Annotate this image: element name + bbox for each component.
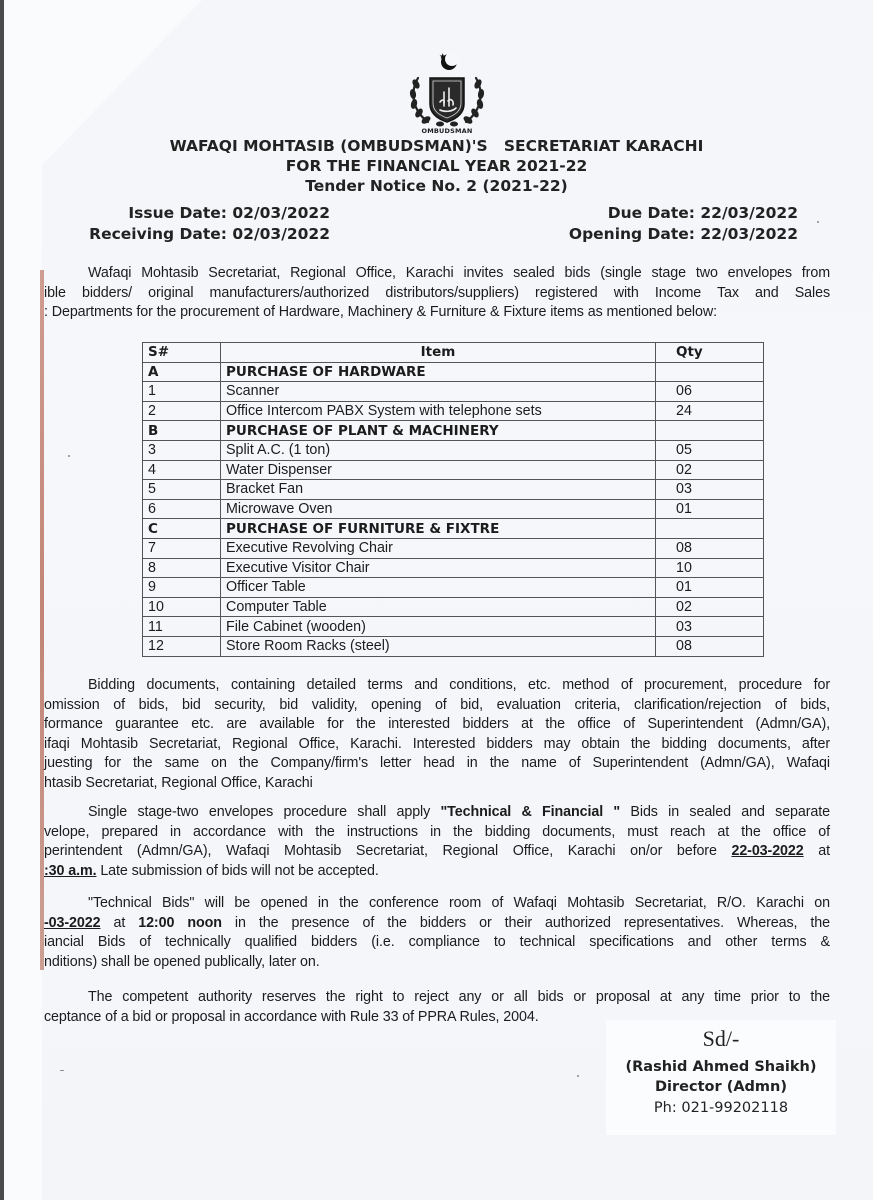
paragraph-line: formance guarantee etc. are available for the interested bidders at the office of Superintendent (Admn/GA), [44, 716, 830, 733]
col-header-qty: Qty [656, 343, 764, 363]
text-run: at [803, 843, 830, 860]
signatory-phone: Ph: 021-99202118 [653, 1100, 789, 1116]
table-section-row [143, 421, 764, 441]
cell-qty [656, 421, 764, 441]
cell-qty: 03 [656, 617, 764, 637]
table-row [143, 382, 764, 402]
cell-item: Office Intercom PABX System with telephone sets [221, 401, 656, 421]
financial-year-title: FOR THE FINANCIAL YEAR 2021-22 [285, 157, 588, 175]
cell-item: Water Dispenser [221, 460, 656, 480]
cell-item: Scanner [221, 382, 656, 402]
cell-qty: 05 [656, 440, 764, 460]
text-run: at [100, 914, 139, 931]
cell-sn: 12 [143, 636, 221, 656]
table-row [143, 440, 764, 460]
cell-item: Officer Table [221, 578, 656, 598]
cell-qty: 10 [656, 558, 764, 578]
text-run: Bids in sealed and separate [620, 804, 830, 820]
bidding-documents-paragraph [44, 676, 830, 794]
cell-sn: 6 [143, 499, 221, 519]
text-run: in the presence of the bidders or their authorized representatives. Whereas, the [221, 914, 830, 931]
intro-paragraph [44, 264, 830, 323]
table-row [143, 499, 764, 519]
cell-qty: 02 [656, 460, 764, 480]
items-table [142, 342, 764, 657]
cell-sn: 10 [143, 597, 221, 617]
paragraph-line: omission of bids, bid security, bid validity, opening of bid, evaluation criteria, clarification/rejection of bids, [44, 696, 830, 713]
table-row [143, 578, 764, 598]
submission-deadline-time: :30 a.m. [44, 862, 97, 879]
receiving-date: Receiving Date: 02/03/2022 [89, 225, 330, 243]
opening-date: Opening Date: 22/03/2022 [568, 225, 798, 243]
table-row [143, 597, 764, 617]
cell-qty: 02 [656, 597, 764, 617]
text-run: Single stage-two envelopes procedure shall apply [88, 804, 441, 820]
cell-sn: 1 [143, 382, 221, 402]
cell-sn: 9 [143, 578, 221, 598]
table-row [143, 401, 764, 421]
cell-qty [656, 519, 764, 539]
paragraph-line: Bidding documents, containing detailed terms and conditions, etc. method of procurement, procedure for [88, 677, 830, 693]
paragraph-line: iancial Bids of technically qualified bidders (i.e. compliance to technical specifications and other terms & [44, 934, 830, 951]
cell-sn: 2 [143, 401, 221, 421]
paragraph-line [44, 803, 830, 823]
issue-date: Issue Date: 02/03/2022 [128, 204, 330, 222]
opening-date-text: -03-2022 [44, 914, 101, 931]
cell-sn: A [143, 362, 221, 382]
text-run: Late submission of bids will not be accepted. [96, 862, 379, 879]
signatory-title: Director (Admn) [655, 1079, 787, 1095]
org-title: WAFAQI MOHTASIB (OMBUDSMAN)'S SECRETARIAT KARACHI [169, 137, 704, 155]
cell-qty: 06 [656, 382, 764, 402]
cell-qty: 01 [656, 578, 764, 598]
paragraph-line: juesting for the same on the Company/firm's letter head in the name of Superintendent (Admn/GA), Wafaqi [44, 755, 830, 772]
cell-qty: 03 [656, 480, 764, 500]
scan-speck [577, 1075, 579, 1077]
scan-speck [68, 455, 70, 457]
ombudsman-emblem-icon [404, 48, 490, 130]
due-date: Due Date: 22/03/2022 [607, 204, 798, 222]
cell-sn: 4 [143, 460, 221, 480]
table-section-row [143, 519, 764, 539]
cell-sn: 11 [143, 617, 221, 637]
table-row [143, 636, 764, 656]
col-header-item: Item [221, 343, 656, 363]
cell-qty: 24 [656, 401, 764, 421]
text-run: perintendent (Admn/GA), Wafaqi Mohtasib Secretariat, Regional Office, Karachi on/or before [44, 843, 732, 860]
paragraph-line: ceptance of a bid or proposal in accordance with Rule 33 of PPRA Rules, 2004. [44, 1008, 539, 1025]
cell-sn: 5 [143, 480, 221, 500]
cell-qty [656, 362, 764, 382]
emblem-caption: OMBUDSMAN [421, 127, 473, 135]
cell-item: Bracket Fan [221, 480, 656, 500]
cell-sn: 8 [143, 558, 221, 578]
intro-line: : Departments for the procurement of Hardware, Machinery & Furniture & Fixture items as mentioned below: [44, 304, 717, 321]
cell-item: Split A.C. (1 ton) [221, 440, 656, 460]
signatory-name: (Rashid Ahmed Shaikh) [625, 1059, 817, 1075]
opening-time-text: 12:00 noon [138, 914, 222, 931]
signed-mark: Sd/- [702, 1026, 740, 1051]
paragraph-line: nditions) shall be opened publically, later on. [44, 953, 320, 970]
cell-item: Executive Revolving Chair [221, 538, 656, 558]
table-row [143, 480, 764, 500]
signature-block [606, 1020, 836, 1135]
cell-sn: 3 [143, 440, 221, 460]
table-header-row [143, 343, 764, 363]
table-row [143, 460, 764, 480]
table-row [143, 558, 764, 578]
table-row [143, 538, 764, 558]
table-section-row [143, 362, 764, 382]
paragraph-line: htasib Secretariat, Regional Office, Karachi [44, 774, 313, 791]
cell-item: PURCHASE OF PLANT & MACHINERY [221, 421, 656, 441]
paragraph-line [44, 914, 830, 934]
intro-line: ible bidders/ original manufacturers/authorized distributors/suppliers) registered with Income Tax and Sales [44, 284, 830, 301]
cell-sn: B [143, 421, 221, 441]
col-header-sn: S# [143, 343, 221, 363]
cell-sn: 7 [143, 538, 221, 558]
cell-item: Executive Visitor Chair [221, 558, 656, 578]
scan-speck [60, 1070, 64, 1071]
paragraph-line: velope, prepared in accordance with the instructions in the bidding documents, must reach at the office of [44, 823, 830, 840]
cell-qty: 08 [656, 538, 764, 558]
intro-line: Wafaqi Mohtasib Secretariat, Regional Office, Karachi invites sealed bids (single stage two envelopes from [88, 265, 830, 281]
paragraph-line: The competent authority reserves the right to reject any or all bids or proposal at any time prior to the [88, 989, 830, 1005]
cell-qty: 01 [656, 499, 764, 519]
cell-item: PURCHASE OF FURNITURE & FIXTRE [221, 519, 656, 539]
tender-notice-title: Tender Notice No. 2 (2021-22) [305, 177, 568, 195]
scan-speck [817, 221, 819, 223]
paragraph-line: "Technical Bids" will be opened in the conference room of Wafaqi Mohtasib Secretariat, R/O. Karachi on [88, 895, 830, 911]
cell-qty: 08 [656, 636, 764, 656]
technical-bids-opening-paragraph [44, 894, 830, 972]
cell-item: PURCHASE OF HARDWARE [221, 362, 656, 382]
submission-deadline-date: 22-03-2022 [731, 843, 804, 860]
procedure-paragraph [44, 803, 830, 881]
cell-item: Store Room Racks (steel) [221, 636, 656, 656]
cell-sn: C [143, 519, 221, 539]
paragraph-line [44, 862, 830, 882]
table-row [143, 617, 764, 637]
cell-item: Microwave Oven [221, 499, 656, 519]
paragraph-line: ifaqi Mohtasib Secretariat, Regional Office, Karachi. Interested bidders may obtain the bidding documents, after [44, 735, 830, 752]
cell-item: Computer Table [221, 597, 656, 617]
paragraph-line [44, 842, 830, 862]
technical-financial-emphasis: "Technical & Financial " [440, 804, 621, 820]
cell-item: File Cabinet (wooden) [221, 617, 656, 637]
